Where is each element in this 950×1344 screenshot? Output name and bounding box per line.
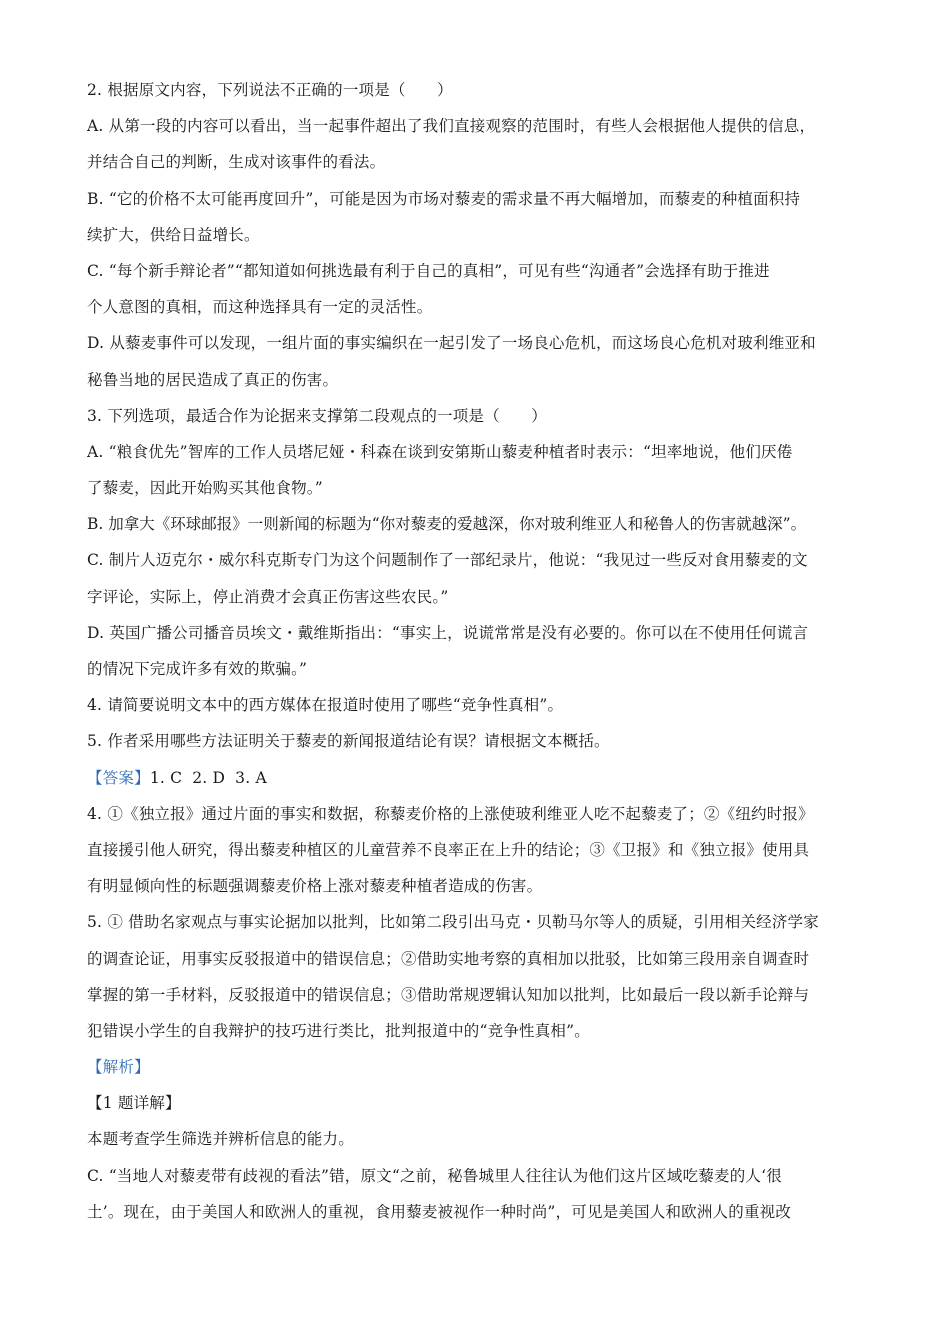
text-line: 个人意图的真相，而这种选择具有一定的灵活性。 <box>87 298 433 317</box>
text-line: 犯错误小学生的自我辩护的技巧进行类比，批判报道中的“竞争性真相”。 <box>87 1021 590 1040</box>
text-line: B. 加拿大《环球邮报》一则新闻的标题为“你对藜麦的爱越深，你对玻利维亚人和秘鲁人的伤害就越深”。 <box>87 515 807 534</box>
text-line: 土’。现在，由于美国人和欧洲人的重视，食用藜麦被视作一种时尚”，可见是美国人和欧洲人的重视改 <box>87 1202 792 1221</box>
text-line: D. 从藜麦事件可以发现，一组片面的事实编织在一起引发了一场良心危机，而这场良心危机对玻利维亚和 <box>87 334 816 353</box>
text-line: 本题考查学生筛选并辨析信息的能力。 <box>87 1130 354 1149</box>
text-line: 4. ①《独立报》通过片面的事实和数据，称藜麦价格的上涨使玻利维亚人吃不起藜麦了；②《纽约时报》 <box>87 804 814 823</box>
text-line: 掌握的第一手材料，反驳报道中的错误信息；③借助常规逻辑认知加以批判，比如最后一段以新手论辩与 <box>87 985 810 1004</box>
text-line: C. “当地人对藜麦带有歧视的看法”错，原文“之前，秘鲁城里人往往认为他们这片区域吃藜麦的人‘很 <box>87 1166 782 1185</box>
text-line: 【1 题详解】 <box>87 1094 181 1113</box>
text-line: B. “它的价格不太可能再度回升”，可能是因为市场对藜麦的需求量不再大幅增加，而藜麦的种植面积持 <box>87 189 801 208</box>
text-line: 秘鲁当地的居民造成了真正的伤害。 <box>87 370 339 389</box>
text-line: 有明显倾向性的标题强调藜麦价格上涨对藜麦种植者造成的伤害。 <box>87 877 543 896</box>
text-line: 并结合自己的判断，生成对该事件的看法。 <box>87 153 386 172</box>
text-line: 字评论，实际上，停止消费才会真正伤害这些农民。” <box>87 587 449 606</box>
text-line: 续扩大，供给日益增长。 <box>87 225 260 244</box>
document-page <box>87 72 877 1230</box>
text-line: A. “粮食优先”智库的工作人员塔尼娅・科森在谈到安第斯山藜麦种植者时表示：“坦率地说，他们厌倦 <box>87 442 793 461</box>
answer-item: 1. C <box>149 768 183 787</box>
text-line: D. 英国广播公司播音员埃文・戴维斯指出：“事实上，说谎常常是没有必要的。你可以在不使用任何谎言 <box>87 623 809 642</box>
text-line: 2. 根据原文内容，下列说法不正确的一项是（ ） <box>87 81 453 99</box>
text-line: 4. 请简要说明文本中的西方媒体在报道时使用了哪些“竞争性真相”。 <box>87 696 564 715</box>
text-line: 5. ① 借助名家观点与事实论据加以批判，比如第二段引出马克・贝勒马尔等人的质疑，引用相关经济学家 <box>87 913 819 932</box>
text-line: 3. 下列选项，最适合作为论据来支撑第二段观点的一项是（ ） <box>87 406 547 425</box>
text-line: C. “每个新手辩论者”“都知道如何挑选最有利于自己的真相”，可见有些“沟通者”会选择有助于推进 <box>87 261 770 280</box>
answer-tag: 【答案】 <box>87 768 150 787</box>
text-line: 的情况下完成许多有效的欺骗。” <box>87 660 308 678</box>
answer-item: 2. D <box>192 768 226 787</box>
text-line: A. 从第一段的内容可以看出，当一起事件超出了我们直接观察的范围时，有些人会根据他人提供的信息， <box>87 117 816 136</box>
text-line: 直接援引他人研究，得出藜麦种植区的儿童营养不良率正在上升的结论；③《卫报》和《独立报》使用具 <box>87 840 810 859</box>
answer-line <box>87 760 877 796</box>
text-line: 的调查论证，用事实反驳报道中的错误信息；②借助实地考察的真相加以批驳，比如第三段用亲自调查时 <box>87 949 810 968</box>
text-line: 了藜麦，因此开始购买其他食物。” <box>87 479 323 498</box>
answer-item: 3. A <box>235 768 267 787</box>
text-line: 5. 作者采用哪些方法证明关于藜麦的新闻报道结论有误？请根据文本概括。 <box>87 732 610 751</box>
text-line: C. 制片人迈克尔・威尔科克斯专门为这个问题制作了一部纪录片，他说：“我见过一些反对食用藜麦的文 <box>87 551 808 570</box>
analysis-tag: 【解析】 <box>87 1058 150 1077</box>
